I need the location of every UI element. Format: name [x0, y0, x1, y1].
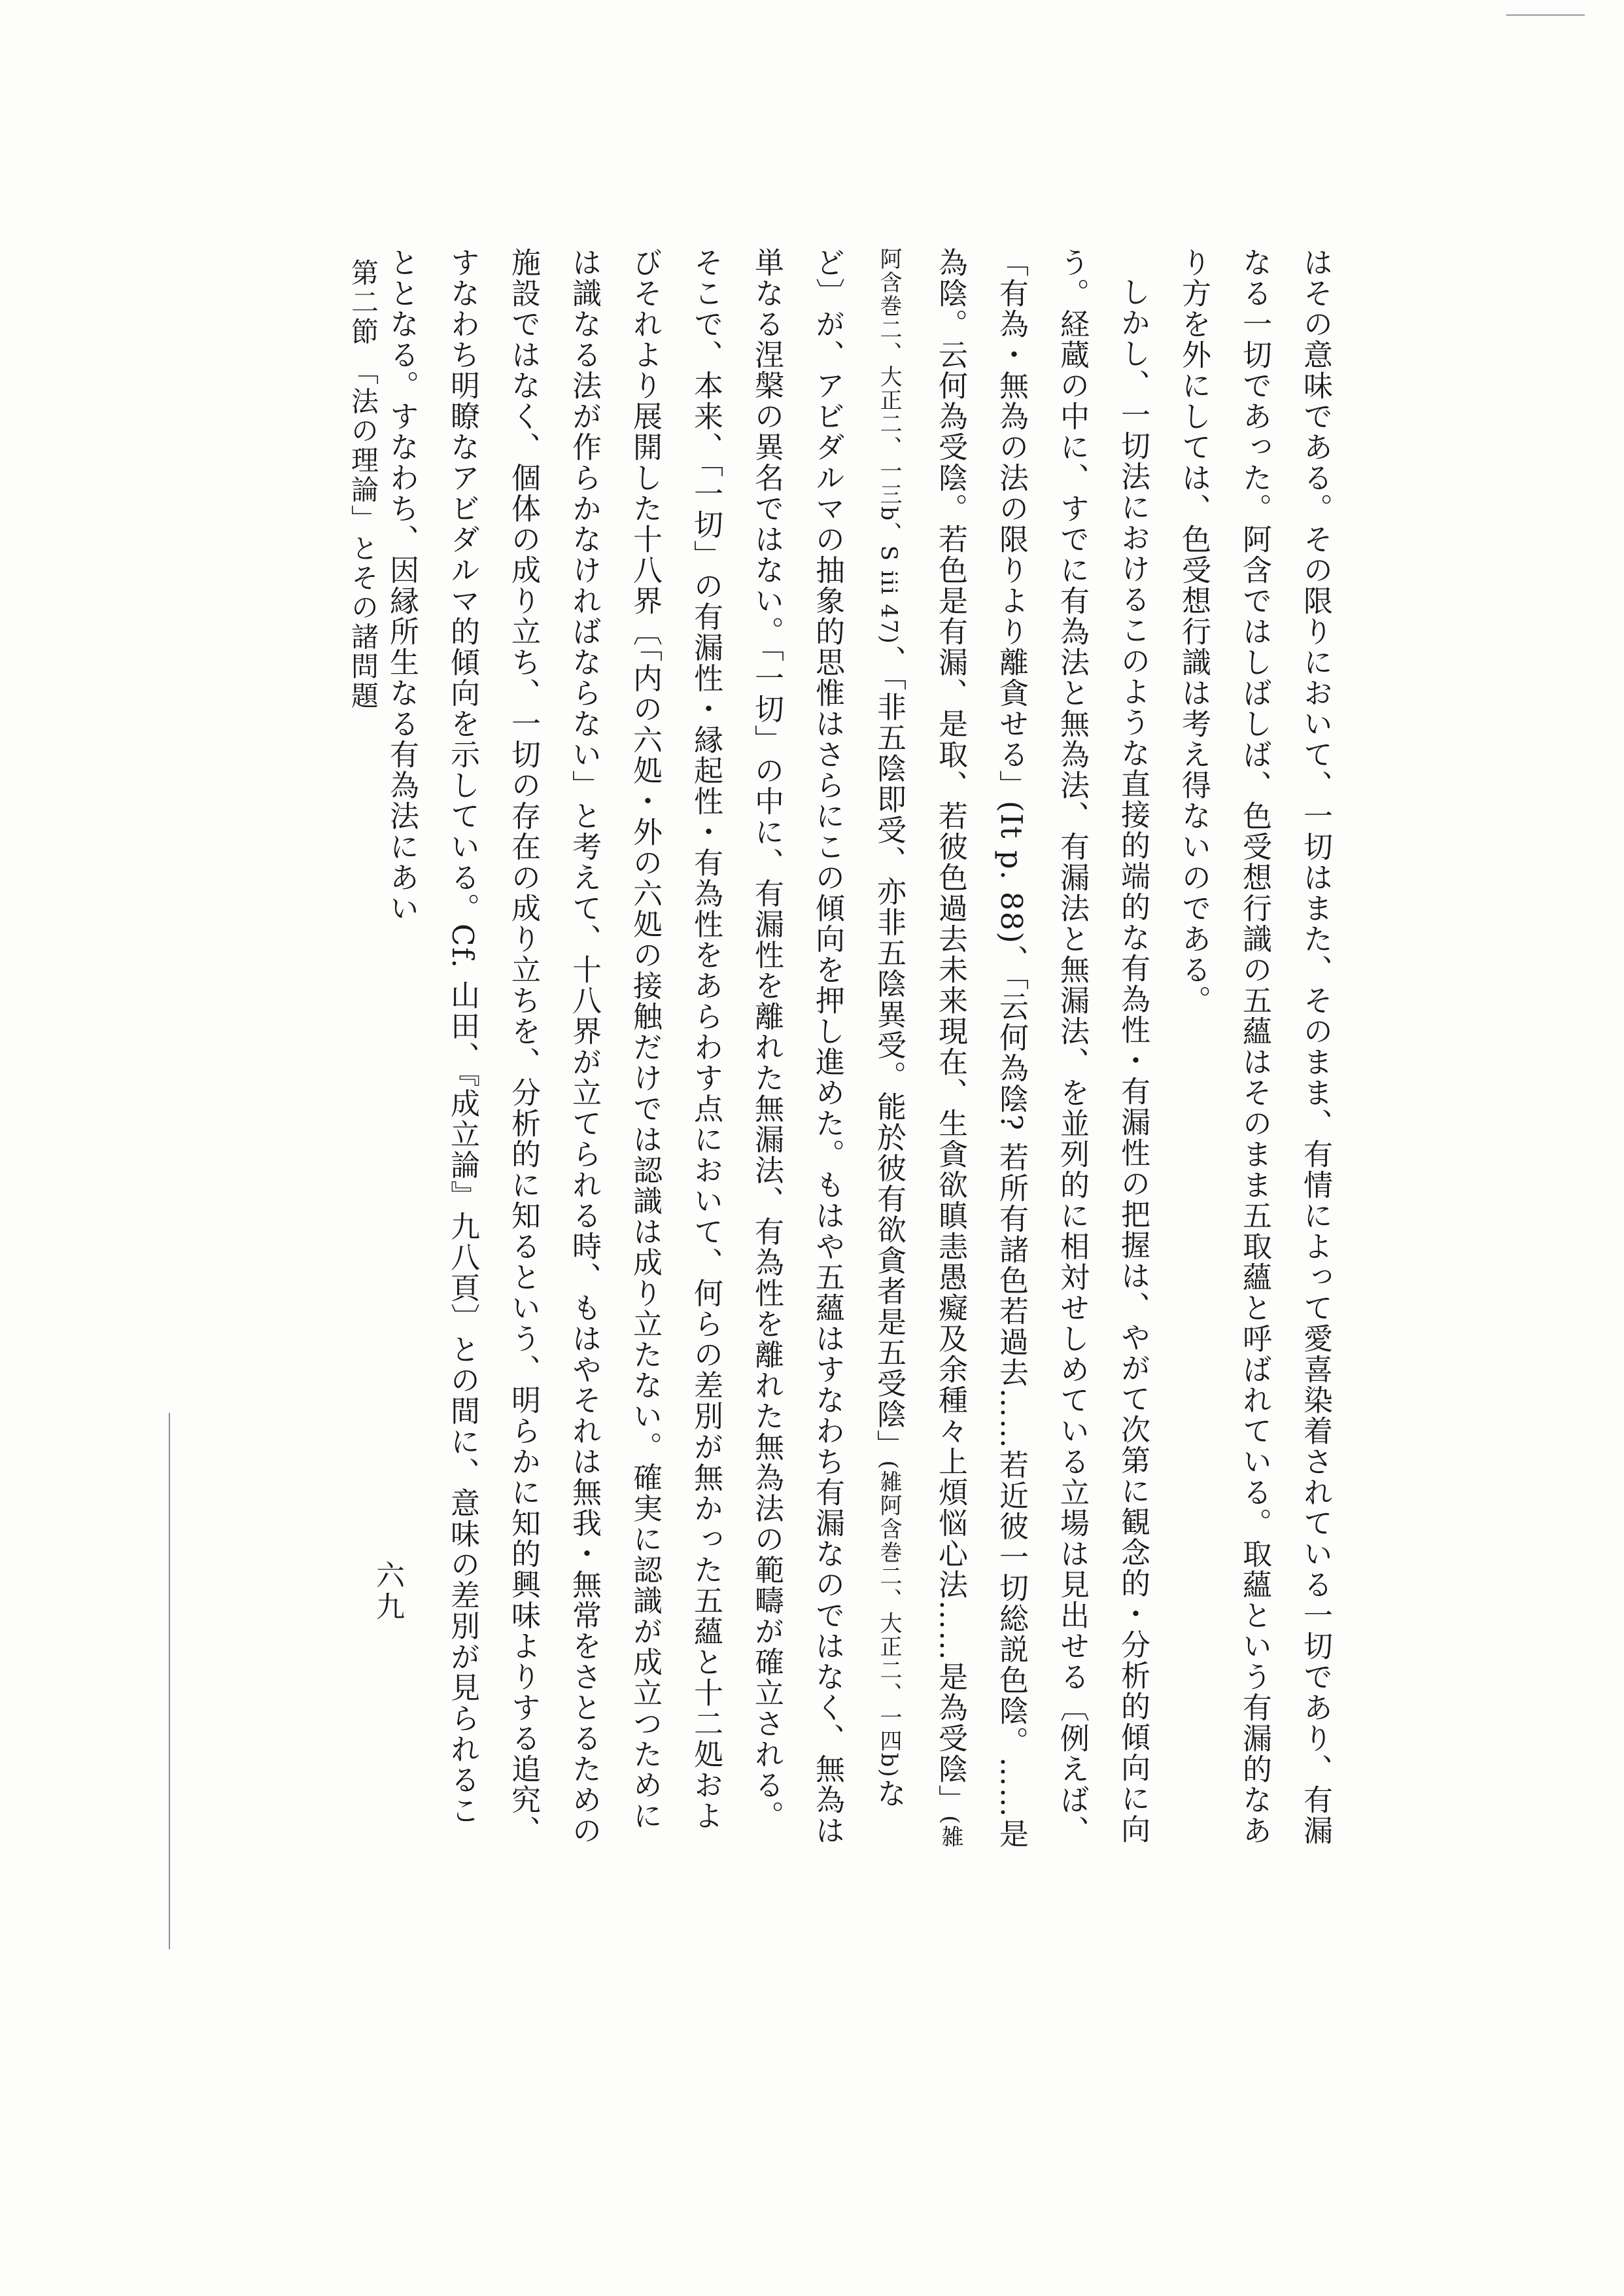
paragraph-2-text-a: しかし、一切法におけるこのような直接的端的な有為性・有漏性の把握は、やがて次第に観念的・分析的傾向に向う。経蔵の中に、すでに有為法と無為法、有漏法と無漏法、を並列的に相対せしめている立場は見出せる〔例えば、「有為・無為の法の限りより離貪せる」(It p. 88)、「云何為陰? 若所有諸色若過去……若近彼一切総説色陰。……是為陰。云何為受陰。若色是有漏、是取、若彼色過去未来現在、生貪欲瞋恚愚癡及余種々上煩悩心法……是為受陰」 [933, 247, 1150, 1849]
paragraph-2-text-b: 、「非五陰即受、亦非五陰異受。能於彼有欲貪者是五受陰」 [872, 644, 907, 1461]
running-head: 第二節 「法の理論」とその諸問題 [347, 258, 379, 711]
paragraph-1 [1164, 247, 1346, 1850]
citation-note: (雑阿含巻二、大正二、一四b) [876, 1460, 902, 1779]
page-number: 六九 [371, 1560, 404, 1623]
citation-note: (雑阿含巻二、大正二、一三b、S iii 47) [876, 247, 963, 1849]
paragraph-1-text: はその意味である。その限りにおいて、一切はまた、そのまま、有情によって愛喜染着されている一切であり、有漏なる一切であった。阿含ではしばしば、色受想行識の五蘊はそのまま五取蘊と呼ばれている。取蘊という有漏的なあり方を外にしては、色受想行識は考え得ないのである。 [1177, 247, 1333, 1846]
corner-rule [1506, 14, 1585, 16]
body-text [247, 247, 1346, 1850]
paragraph-2-text-c: など〕が、アビダルマの抽象的思惟はさらにこの傾向を押し進めた。もはや五蘊はすなわち有漏なのではなく、無為は単なる涅槃の異名ではない。「一切」の中に、有漏性を離れた無漏法、有為性を離れた無為法の範疇が確立される。そこで、本来、「一切」の有漏性・縁起性・有為性をあらわす点において、何らの差別が無かった五蘊と十二処およびそれより展開した十八界〔「内の六処・外の六処の接触だけでは認識は成り立たない。確実に認識が成立つためには識なる法が作らかなければならない」と考えて、十八界が立てられる時、もはやそれは無我・無常をさとるための施設ではなく、個体の成り立ち、一切の存在の成り立ちを、分析的に知るという、明らかに知的興味よりする追究、すなわち明瞭なアビダルマ的傾向を示している。Cf. 山田、『成立論』九八頁〕との間に、意味の差別が見られることとなる。すなわち、因縁所生なる有為法にあい [385, 247, 907, 1846]
scan-edge-line [169, 1413, 170, 1949]
paragraph-2 [371, 247, 1164, 1850]
